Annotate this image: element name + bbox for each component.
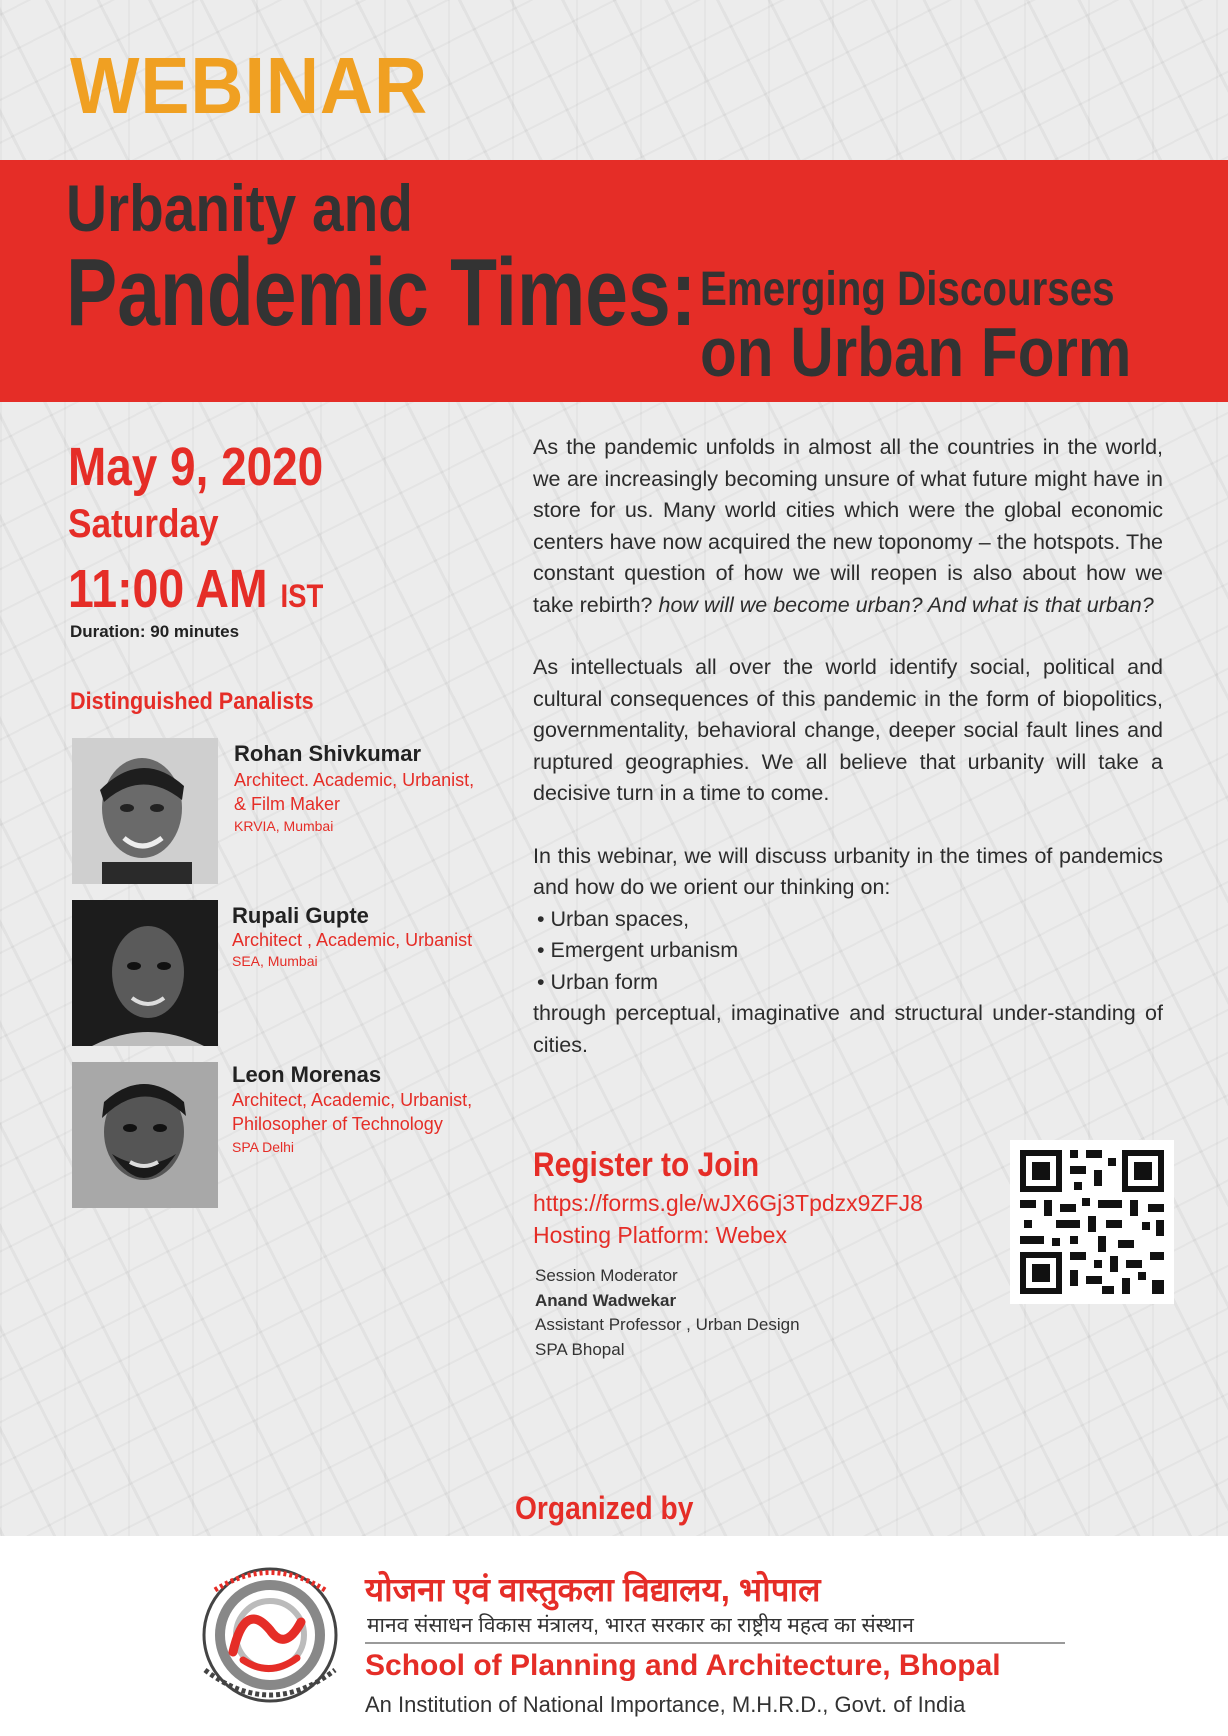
panelist-name-rohan: Rohan Shivkumar: [234, 741, 422, 766]
description-paragraph-3: In this webinar, we will discuss urbanity in the times of pandemics and how do we orient our thinking on:: [533, 843, 1163, 899]
title-line-1: Urbanity and: [66, 171, 413, 245]
registration-link[interactable]: https://forms.gle/wJX6Gj3Tpdzx9ZFJ8: [533, 1190, 923, 1216]
description: [533, 432, 1163, 1061]
panelist-photo-leon: [72, 1062, 218, 1208]
organized-by-label: Organized by: [515, 1490, 694, 1526]
panelist-role-rupali: Architect , Academic, Urbanist: [232, 930, 473, 950]
panelist-role-line-1: Architect, Academic, Urbanist,: [232, 1090, 473, 1110]
panelist-name-leon: Leon Morenas: [232, 1062, 382, 1087]
event-duration: Duration: 90 minutes: [70, 622, 240, 641]
subtitle-line-2: on Urban Form: [700, 313, 1132, 391]
topic-item: • Urban spaces,: [537, 904, 1163, 936]
event-time-value: 11:00 AM: [68, 559, 268, 619]
moderator-title: Assistant Professor , Urban Design: [535, 1315, 800, 1334]
hosting-platform: Hosting Platform: Webex: [533, 1222, 787, 1248]
topic-item: • Urban form: [537, 967, 1163, 999]
event-time: [68, 558, 323, 620]
organizer-tagline: An Institution of National Importance, M.H.R.D., Govt. of India: [365, 1692, 966, 1717]
panelist-org-leon: SPA Delhi: [232, 1139, 294, 1155]
description-paragraph-1: [533, 432, 1163, 621]
webinar-tag: WEBINAR: [70, 41, 429, 130]
panelist-name-rupali: Rupali Gupte: [232, 903, 369, 928]
subtitle-line-1: Emerging Discourses: [700, 263, 1115, 316]
organizer-hindi-name: योजना एवं वास्तुकला विद्यालय, भोपाल: [365, 1571, 821, 1608]
panelists-heading: Distinguished Panalists: [70, 688, 314, 715]
moderator-block: [535, 1264, 800, 1362]
register-heading: Register to Join: [533, 1146, 760, 1184]
panelist-role-rohan: [234, 768, 474, 816]
moderator-name: Anand Wadwekar: [535, 1290, 677, 1310]
moderator-label: Session Moderator: [535, 1266, 678, 1285]
organizer-hindi-subtitle: मानव संसाधन विकास मंत्रालय, भारत सरकार का राष्ट्रीय महत्व का संस्थान: [367, 1614, 914, 1637]
panelist-role-line-1: Architect. Academic, Urbanist,: [234, 770, 475, 790]
panelist-role-line-2: & Film Maker: [234, 794, 341, 814]
panelist-role-leon: [232, 1088, 472, 1136]
panelist-photo-rohan: [72, 738, 218, 884]
topic-item: • Emergent urbanism: [537, 935, 1163, 967]
footer-divider: [365, 1642, 1065, 1644]
description-paragraph-4: through perceptual, imaginative and structural under-standing of cities.: [533, 1001, 1163, 1057]
description-text: As the pandemic unfolds in almost all the countries in the world, we are increasingly becoming unsure of what future might have in store for us. Many world cities which were the global economic centers have now acquired the new toponomy – the hotspots. The constant question of how we will reopen is also about how we take rebirth?: [533, 435, 1163, 617]
panelist-photo-rupali: [72, 900, 218, 1046]
title-line-2: Pandemic Times:: [66, 239, 697, 346]
event-timezone: IST: [280, 578, 324, 614]
organizer-name: School of Planning and Architecture, Bhopal: [365, 1649, 1001, 1682]
spa-bhopal-logo: [175, 1560, 365, 1710]
panelist-role-line-2: Philosopher of Technology: [232, 1114, 443, 1134]
description-paragraph-2: As intellectuals all over the world identify social, political and cultural consequences of this pandemic in the form of biopolitics, governmentality, behavioral change, deeper social fault lines and ruptured geographies. We all believe that urbanity will take a decisive turn in a time to come.: [533, 655, 1163, 805]
event-day: Saturday: [68, 502, 219, 546]
panelist-org-rupali: SEA, Mumbai: [232, 953, 318, 969]
qr-code[interactable]: [1010, 1140, 1174, 1304]
topic-list: [533, 904, 1163, 999]
description-italic: how will we become urban? And what is that urban?: [658, 592, 1154, 617]
moderator-org: SPA Bhopal: [535, 1339, 625, 1359]
panelist-org-rohan: KRVIA, Mumbai: [234, 818, 334, 834]
event-date: May 9, 2020: [68, 437, 324, 497]
